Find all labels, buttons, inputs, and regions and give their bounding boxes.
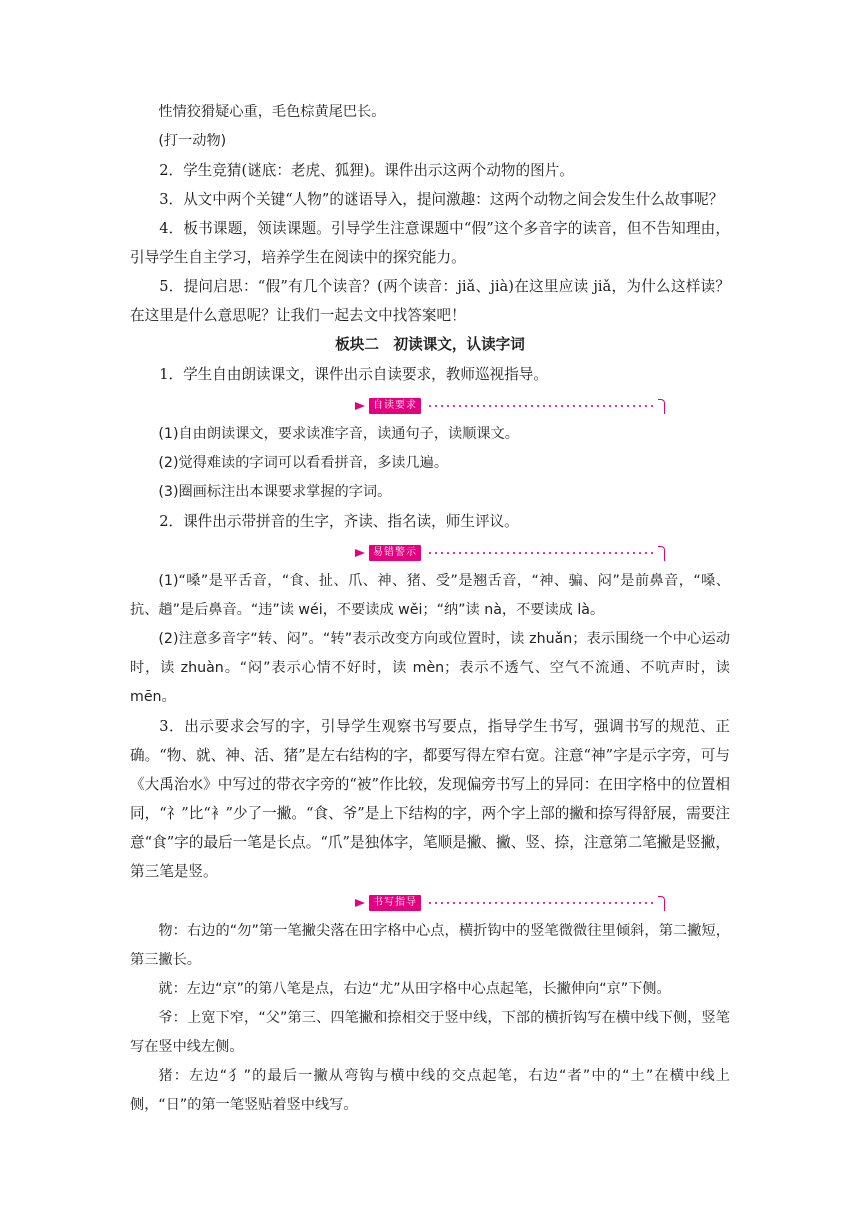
tag-label: 书写指导 [369, 895, 421, 911]
warning-item: (1)“嗓”是平舌音，“食、扯、爪、神、猪、受”是翘舌音，“神、骗、闷”是前鼻音，“嗓、抗、趟”是后鼻音。“违”读 wéi，不要读成 wěi；“纳”读 nà，不要读成 là。 [130, 573, 730, 618]
writing-guide-item: 猪：左边“犭”的最后一撇从弯钩与横中线的交点起笔，右边“者”中的“土”在横中线上侧，“日”的第一笔竖贴着竖中线写。 [130, 1068, 730, 1113]
arrow-icon [355, 549, 365, 557]
paragraph-step-4: 4．板书课题，领读课题。引导学生注意课题中“假”这个多音字的读音，但不告知理由，引导学生自主学习，培养学生在阅读中的探究能力。 [130, 220, 730, 266]
paragraph-step-3: 3．从文中两个关键“人物”的谜语导入，提问激趣：这两个动物之间会发生什么故事呢？ [159, 191, 724, 208]
tag-writing-guide [130, 886, 730, 917]
warning-item: (2)注意多音字“转、闷”。“转”表示改变方向或位置时，读 zhuǎn；表示围绕一个中心运动时，读 zhuàn。“闷”表示心情不好时，读 mèn；表示不透气、空气不流通、不吭声时，读 mēn。 [130, 631, 730, 705]
paragraph-step-2: 2．学生竞猜(谜底：老虎、狐狸)。课件出示这两个动物的图片。 [159, 162, 574, 179]
tag-end-mark [658, 896, 665, 911]
section-heading: 板块二 初读课文，认读字词 [335, 336, 525, 353]
arrow-icon [355, 402, 365, 410]
riddle-line: 性情狡猾疑心重，毛色棕黄尾巴长。 [158, 104, 386, 120]
dotted-divider [427, 552, 655, 554]
paragraph-step-5: 5．提问启思：“假”有几个读音？(两个读音：jiǎ、jià)在这里应读 jiǎ，为什么这样读？在这里是什么意思呢？让我们一起去文中找答案吧！ [130, 278, 730, 324]
paragraph-reading-step-2: 2．课件出示带拼音的生字，齐读、指名读，师生评议。 [159, 513, 519, 530]
requirement-item: (2)觉得难读的字词可以看看拼音，多读几遍。 [158, 455, 449, 471]
writing-guide-item: 物：右边的“勿”第一笔撇尖落在田字格中心点，横折钩中的竖笔微微往里倾斜，第二撇短，第三撇长。 [130, 923, 730, 968]
dotted-divider [427, 902, 655, 904]
writing-guide-item: 就：左边“京”的第八笔是点，右边“尤”从田字格中心点起笔，长撇伸向“京”下侧。 [158, 981, 671, 997]
arrow-icon [355, 899, 365, 907]
paragraph-reading-step-1: 1．学生自由朗读课文，课件出示自读要求，教师巡视指导。 [159, 366, 548, 383]
dotted-divider [427, 405, 655, 407]
tag-label: 自读要求 [369, 398, 421, 414]
writing-guide-item: 爷：上宽下窄，“父”第三、四笔撇和捺相交于竖中线，下部的横折钩写在横中线下侧，竖笔写在竖中线左侧。 [130, 1010, 730, 1055]
tag-reading-requirements [130, 389, 730, 420]
requirement-item: (3)圈画标注出本课要求掌握的字词。 [158, 484, 392, 500]
document-content [130, 98, 730, 1120]
tag-error-warning [130, 536, 730, 567]
tag-label: 易错警示 [369, 545, 421, 561]
paragraph-reading-step-3: 3．出示要求会写的字，引导学生观察书写要点，指导学生书写，强调书写的规范、正确。“物、就、神、活、猪”是左右结构的字，都要写得左窄右宽。注意“神”字是示字旁，可与《大禹治水》中写过的带衣字旁的“被”作比较，发现偏旁书写上的异同：在田字格中的位置相同，“礻”比“衤”少了一撇。“食、爷”是上下结构的字，两个字上部的撇和捺写得舒展，需要注意“食”字的最后一笔是长点。“爪”是独体字，笔顺是撇、撇、竖、捺，注意第二笔撇是竖撇，第三笔是竖。 [130, 718, 730, 880]
tag-end-mark [658, 399, 665, 414]
tag-end-mark [658, 546, 665, 561]
requirement-item: (1)自由朗读课文，要求读准字音，读通句子，读顺课文。 [158, 426, 519, 442]
riddle-hint: (打一动物) [158, 133, 227, 149]
